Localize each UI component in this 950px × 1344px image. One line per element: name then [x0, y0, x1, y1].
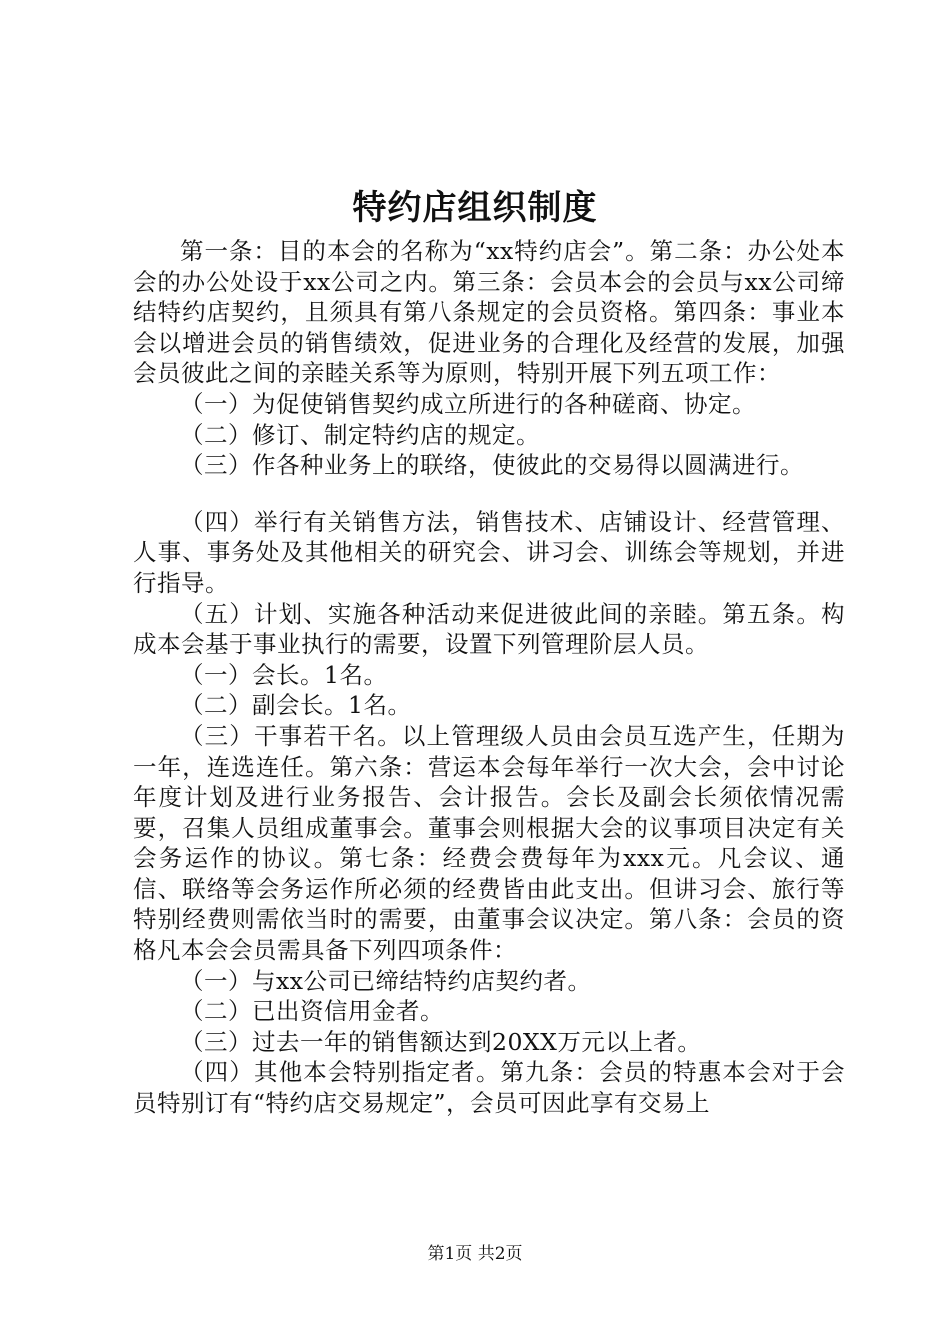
page-number-footer: 第1页 共2页	[427, 1244, 523, 1264]
document-title: 特约店组织制度	[352, 188, 598, 228]
paragraph: （三）过去一年的销售额达到20XX万元以上者。	[180, 1027, 702, 1056]
paragraph: （一）为促使销售契约成立所进行的各种磋商、协定。	[180, 389, 756, 418]
document-body	[133, 236, 845, 1119]
paragraph: （一）会长。1名。	[180, 660, 388, 689]
paragraph: （三）干事若干名。以上管理级人员由会员互选产生，任期为一年，连选连任。第六条：营运本会每年举行一次大会，会中讨论年度计划及进行业务报告、会计报告。会长及副会长须依情况需要，召集人员组成董事会。董事会则根据大会的议事项目决定有关会务运作的协议。第七条：经费会费每年为xxx元。凡会议、通信、联络等会务运作所必须的经费皆由此支出。但讲习会、旅行等特别经费则需依当时的需要，由董事会议决定。第八条：会员的资格凡本会会员需具备下列四项条件：	[133, 721, 845, 965]
paragraph: 第一条：目的本会的名称为“xx特约店会”。第二条：办公处本会的办公处设于xx公司之内。第三条：会员本会的会员与xx公司缔结特约店契约，且须具有第八条规定的会员资格。第四条：事业本会以增进会员的销售绩效，促进业务的合理化及经营的发展，加强会员彼此之间的亲睦关系等为原则，特别开展下列五项工作：	[133, 237, 845, 388]
paragraph: （二）修订、制定特约店的规定。	[180, 420, 540, 449]
paragraph: （二）副会长。1名。	[180, 691, 412, 720]
paragraph: （一）与xx公司已缔结特约店契约者。	[180, 966, 592, 995]
paragraph: （四）举行有关销售方法，销售技术、店铺设计、经营管理、人事、事务处及其他相关的研究会、讲习会、训练会等规划，并进行指导。	[133, 507, 845, 597]
paragraph: （五）计划、实施各种活动来促进彼此间的亲睦。第五条。构成本会基于事业执行的需要，设置下列管理阶层人员。	[133, 599, 845, 659]
paragraph: （四）其他本会特别指定者。第九条：会员的特惠本会对于会员特别订有“特约店交易规定”，会员可因此享有交易上	[133, 1058, 845, 1118]
paragraph: （二）已出资信用金者。	[180, 997, 444, 1026]
paragraph: （三）作各种业务上的联络，使彼此的交易得以圆满进行。	[180, 451, 804, 480]
